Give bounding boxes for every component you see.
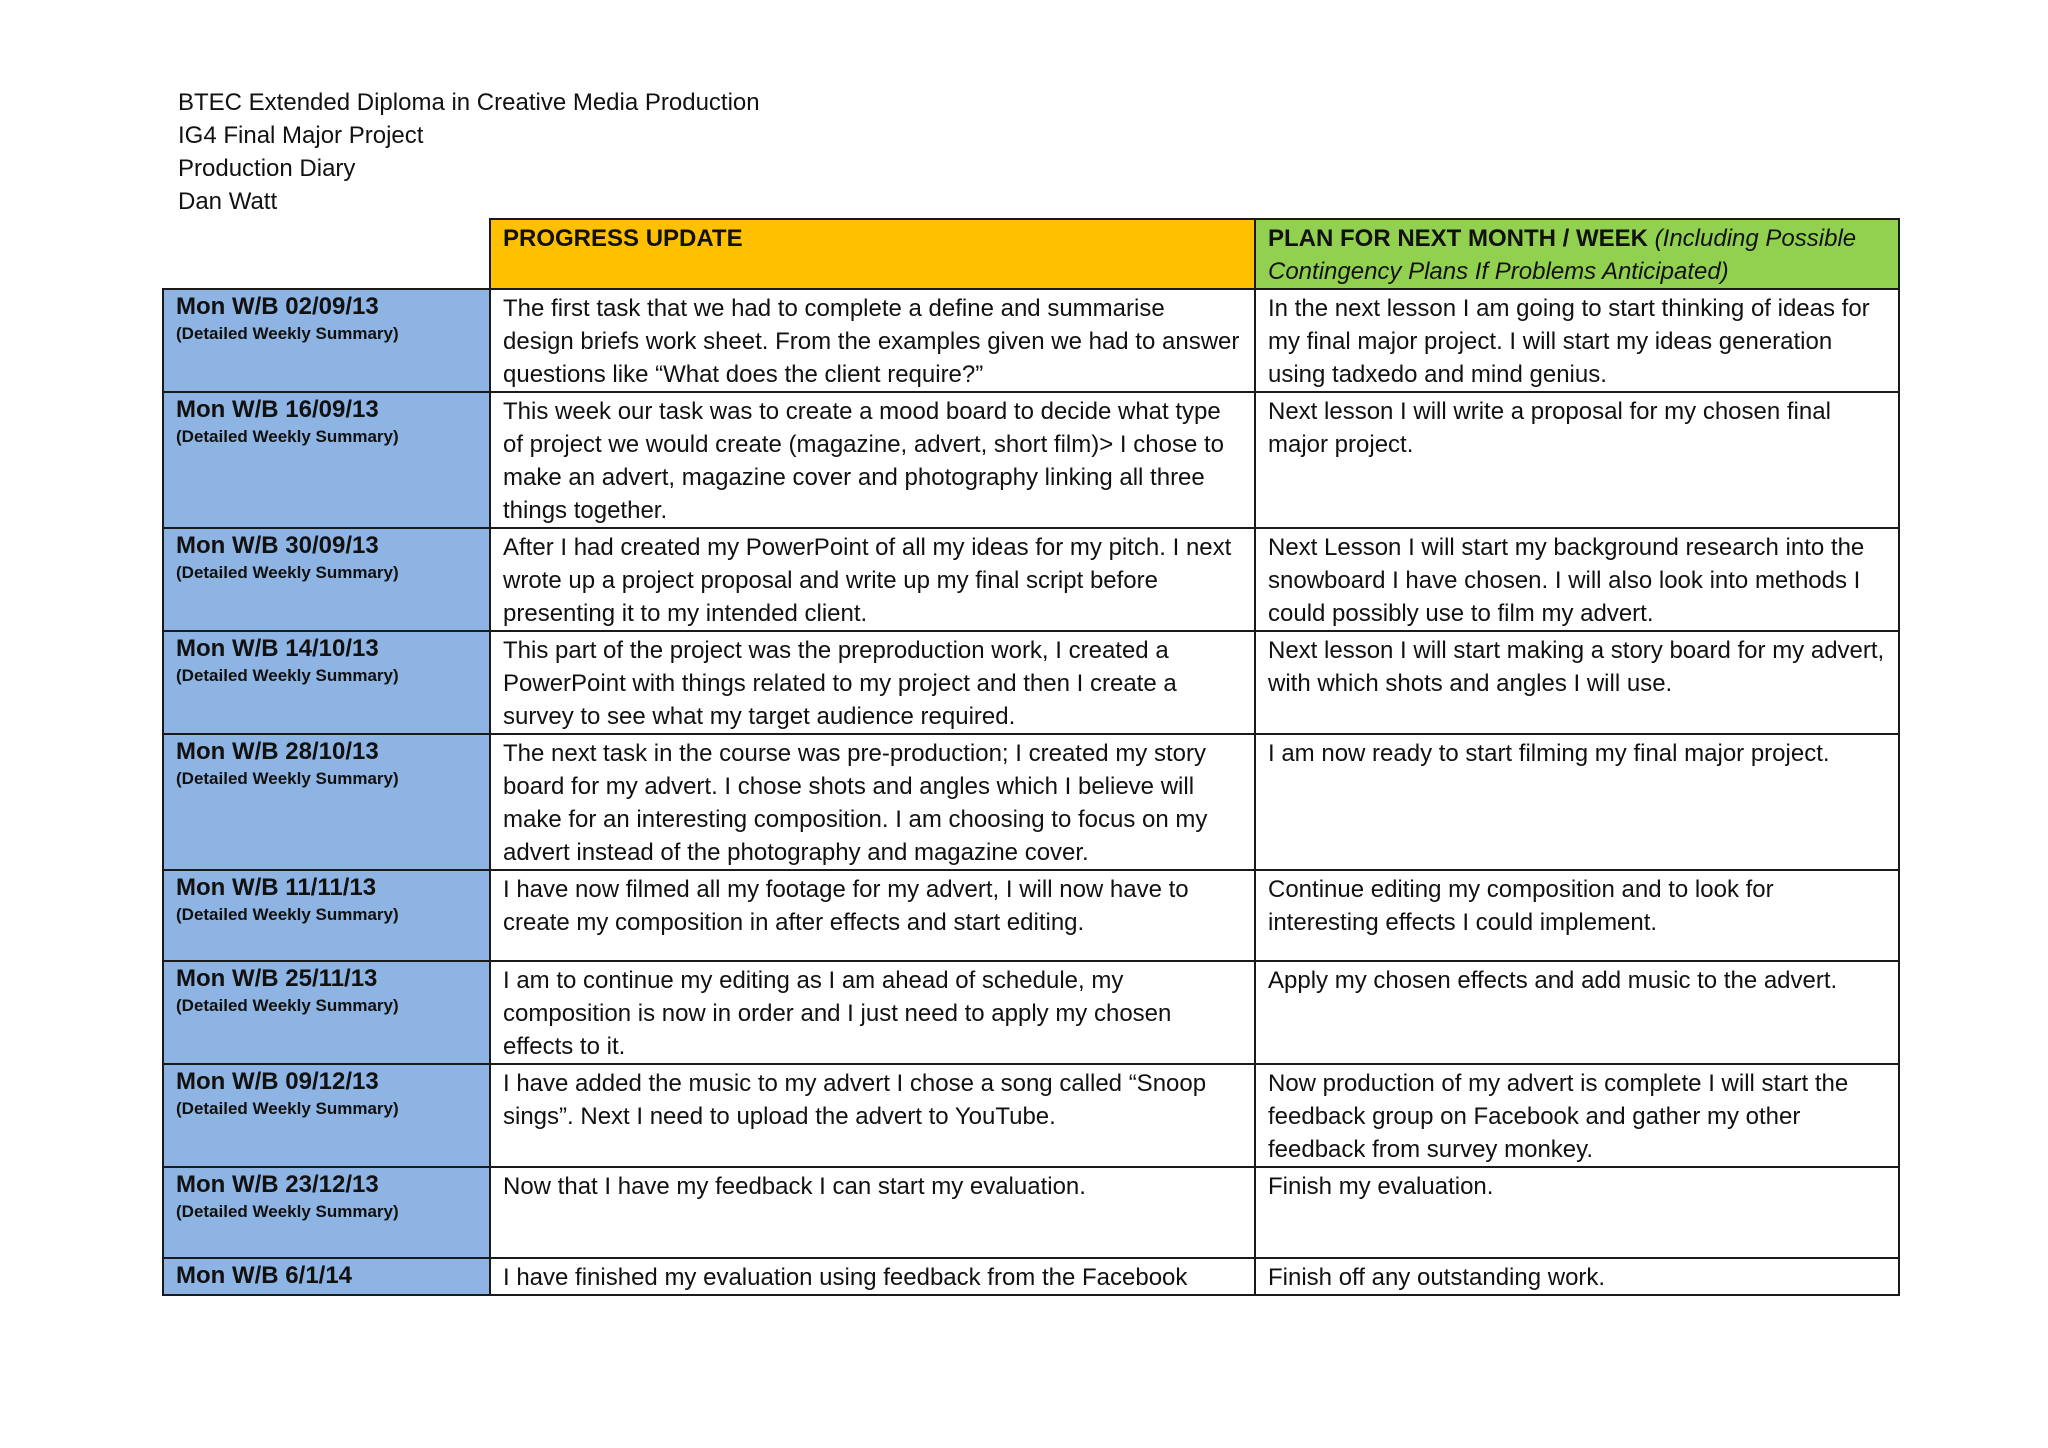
week-label: Mon W/B 11/11/13: [176, 874, 377, 901]
plan-cell: Finish off any outstanding work.: [1255, 1258, 1899, 1295]
table-row: [163, 631, 1899, 734]
plan-cell: I am now ready to start filming my final major project.: [1255, 734, 1899, 870]
week-cell: [163, 734, 490, 870]
week-subtitle: (Detailed Weekly Summary): [176, 427, 399, 446]
week-label: Mon W/B 02/09/13: [176, 293, 379, 320]
table-row: [163, 1258, 1899, 1295]
progress-cell: I am to continue my editing as I am ahead of schedule, my composition is now in order and I just need to apply my chosen effects to it.: [490, 961, 1255, 1064]
week-cell: [163, 528, 490, 631]
table-row: [163, 289, 1899, 392]
week-subtitle: (Detailed Weekly Summary): [176, 324, 399, 343]
plan-cell: Next lesson I will write a proposal for my chosen final major project.: [1255, 392, 1899, 528]
document-title: Production Diary: [178, 155, 356, 182]
plan-cell: Next lesson I will start making a story board for my advert, with which shots and angles I will use.: [1255, 631, 1899, 734]
week-label: Mon W/B 16/09/13: [176, 396, 379, 423]
week-cell: [163, 1064, 490, 1167]
table-row: [163, 870, 1899, 961]
week-subtitle: (Detailed Weekly Summary): [176, 905, 399, 924]
progress-cell: I have now filmed all my footage for my advert, I will now have to create my composition in after effects and start editing.: [490, 870, 1255, 961]
week-subtitle: (Detailed Weekly Summary): [176, 666, 399, 685]
plan-cell: Now production of my advert is complete I will start the feedback group on Facebook and gather my other feedback from survey monkey.: [1255, 1064, 1899, 1167]
table-row: [163, 734, 1899, 870]
progress-cell: The first task that we had to complete a define and summarise design briefs work sheet. From the examples given we had to answer questions like “What does the client require?”: [490, 289, 1255, 392]
plan-cell: Finish my evaluation.: [1255, 1167, 1899, 1258]
empty-corner-cell: [163, 219, 490, 289]
week-subtitle: (Detailed Weekly Summary): [176, 1202, 399, 1221]
progress-update-header: PROGRESS UPDATE: [490, 219, 1255, 289]
table-row: [163, 961, 1899, 1064]
progress-cell: I have finished my evaluation using feedback from the Facebook: [490, 1258, 1255, 1295]
week-label: Mon W/B 25/11/13: [176, 965, 378, 992]
plan-cell: In the next lesson I am going to start thinking of ideas for my final major project. I will start my ideas generation using tadxedo and mind genius.: [1255, 289, 1899, 392]
table-header-row: [163, 219, 1899, 289]
week-cell: [163, 631, 490, 734]
table-row: [163, 1167, 1899, 1258]
plan-cell: Continue editing my composition and to look for interesting effects I could implement.: [1255, 870, 1899, 961]
progress-cell: After I had created my PowerPoint of all my ideas for my pitch. I next wrote up a project proposal and write up my final script before presenting it to my intended client.: [490, 528, 1255, 631]
document-header: [178, 86, 760, 218]
table-row: [163, 528, 1899, 631]
progress-cell: This part of the project was the preproduction work, I created a PowerPoint with things related to my project and then I create a survey to see what my target audience required.: [490, 631, 1255, 734]
week-cell: [163, 289, 490, 392]
table-row: [163, 1064, 1899, 1167]
author-name: Dan Watt: [178, 188, 278, 215]
week-label: Mon W/B 14/10/13: [176, 635, 379, 662]
project-title: IG4 Final Major Project: [178, 122, 424, 149]
progress-cell: The next task in the course was pre-production; I created my story board for my advert. I chose shots and angles which I believe will make for an interesting composition. I am choosing to focus on my advert instead of the photography and magazine cover.: [490, 734, 1255, 870]
week-cell: [163, 1258, 490, 1295]
course-title: BTEC Extended Diploma in Creative Media Production: [178, 89, 760, 116]
week-label: Mon W/B 6/1/14: [176, 1262, 353, 1289]
progress-cell: I have added the music to my advert I chose a song called “Snoop sings”. Next I need to upload the advert to YouTube.: [490, 1064, 1255, 1167]
week-subtitle: (Detailed Weekly Summary): [176, 769, 399, 788]
week-cell: [163, 961, 490, 1064]
plan-header-note: (Including Possible Contingency Plans If Problems Anticipated): [1268, 225, 1857, 285]
plan-cell: Next Lesson I will start my background research into the snowboard I have chosen. I will also look into methods I could possibly use to film my advert.: [1255, 528, 1899, 631]
table-row: [163, 392, 1899, 528]
week-cell: [163, 1167, 490, 1258]
week-subtitle: (Detailed Weekly Summary): [176, 563, 399, 582]
plan-next-header: [1255, 219, 1899, 289]
week-cell: [163, 392, 490, 528]
production-diary-table: [162, 218, 1900, 1296]
week-label: Mon W/B 09/12/13: [176, 1068, 379, 1095]
week-subtitle: (Detailed Weekly Summary): [176, 996, 399, 1015]
week-label: Mon W/B 28/10/13: [176, 738, 379, 765]
week-label: Mon W/B 23/12/13: [176, 1171, 379, 1198]
plan-header-title: PLAN FOR NEXT MONTH / WEEK: [1268, 225, 1648, 252]
plan-cell: Apply my chosen effects and add music to the advert.: [1255, 961, 1899, 1064]
progress-cell: This week our task was to create a mood board to decide what type of project we would create (magazine, advert, short film)> I chose to make an advert, magazine cover and photography linking all three things together.: [490, 392, 1255, 528]
week-cell: [163, 870, 490, 961]
week-label: Mon W/B 30/09/13: [176, 532, 379, 559]
week-subtitle: (Detailed Weekly Summary): [176, 1099, 399, 1118]
progress-cell: Now that I have my feedback I can start my evaluation.: [490, 1167, 1255, 1258]
